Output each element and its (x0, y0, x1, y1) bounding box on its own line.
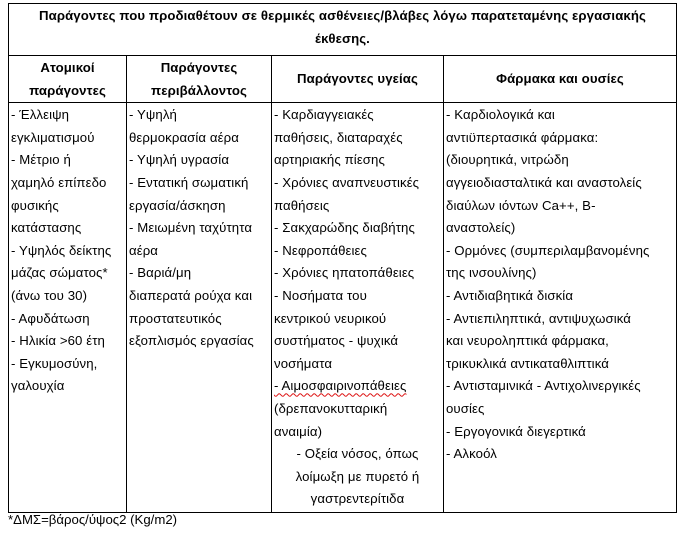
list-item: - Αλκοόλ (446, 446, 497, 462)
list-item: αγγειοδιασταλτικά και αναστολείς (446, 174, 642, 190)
table-title: Παράγοντες που προδιαθέτουν σε θερμικές ασθένειες/βλάβες λόγω παρατεταμένης εργασιακής έκθεσης. (9, 4, 677, 56)
header-row (9, 56, 677, 103)
list-item: - Ορμόνες (συμπεριλαμβανομένης (446, 242, 650, 258)
list-item: - Καρδιαγγειακές (274, 107, 374, 123)
list-item: αέρα (129, 242, 159, 258)
list-item: - Βαριά/μη (129, 265, 192, 281)
list-item: - Αφυδάτωση (11, 310, 90, 326)
list-item: κεντρικού νευρικού (274, 310, 387, 326)
header-text: Φάρμακα και ουσίες (496, 70, 624, 86)
list-item: - Υψηλή (129, 107, 177, 123)
list-item: της ινσουλίνης) (446, 265, 537, 281)
list-item: - Υψηλός δείκτης (11, 242, 112, 258)
individual-factors-cell (9, 103, 127, 513)
list-item: - Εγκυμοσύνη, (11, 355, 98, 371)
list-item: αναστολείς) (446, 220, 516, 236)
header-health-factors (272, 56, 444, 103)
list-item: χαμηλό επίπεδο (11, 174, 107, 190)
header-environmental-factors (127, 56, 272, 103)
list-item: - Χρόνιες αναπνευστικές (274, 174, 420, 190)
list-item: - Χρόνιες ηπατοπάθειες (274, 265, 415, 281)
list-item: - Αντισταμινικά - Αντιχολινεργικές (446, 378, 641, 394)
list-item: - Αιμοσφαιρινοπάθειες (274, 378, 407, 394)
list-item: - Οξεία νόσος, όπως (296, 446, 419, 462)
list-item: - Καρδιολογικά και (446, 107, 555, 123)
list-item: - Έλλειψη (11, 107, 70, 123)
header-text: Παράγοντες υγείας (297, 70, 418, 86)
header-individual-factors (9, 56, 127, 103)
list-item: γαστρεντερίτιδα (310, 491, 405, 507)
drugs-substances-cell (444, 103, 677, 513)
title-row (9, 4, 677, 56)
list-item: - Αντιεπιληπτικά, αντιψυχωσικά (446, 310, 632, 326)
list-item: συστήματος - ψυχικά (274, 333, 399, 349)
list-item: θερμοκρασία αέρα (129, 129, 239, 145)
list-item: - Εργογονικά διεγερτικά (446, 423, 586, 439)
list-item: - Σακχαρώδης διαβήτης (274, 220, 415, 236)
header-text: περιβάλλοντος (151, 82, 247, 98)
list-item: - Ηλικία >60 έτη (11, 333, 105, 349)
list-item: νοσήματα (274, 355, 333, 371)
footnote: *ΔΜΣ=βάρος/ύψος2 (Kg/m2) (8, 512, 178, 527)
environmental-factors-cell (127, 103, 272, 513)
list-item: τρικυκλικά αντικαταθλιπτικά (446, 355, 609, 371)
list-item: - Εντατική σωματική (129, 174, 249, 190)
list-item: - Υψηλή υγρασία (129, 152, 230, 168)
header-drugs-substances (444, 56, 677, 103)
list-item: (δρεπανοκυτταρική (274, 400, 388, 416)
list-item: διαύλων ιόντων Ca++, Β- (446, 197, 596, 213)
list-item: ουσίες (446, 400, 485, 416)
list-item: και νευροληπτικά φάρμακα, (446, 333, 609, 349)
list-item: μάζας σώματος* (11, 265, 108, 281)
header-text: Παράγοντες (160, 60, 238, 75)
list-item: λοίμωξη με πυρετό ή (295, 468, 420, 484)
header-text: Ατομικοί (40, 60, 95, 75)
list-item: εγκλιματισμού (11, 129, 95, 145)
list-item: - Μέτριο ή (11, 152, 71, 168)
list-item: αναιμία) (274, 423, 323, 439)
header-text: παράγοντες (29, 82, 106, 98)
risk-factors-table (8, 3, 677, 513)
list-item: - Νεφροπάθειες (274, 242, 367, 258)
list-item: - Μειωμένη ταχύτητα (129, 220, 253, 236)
health-factors-cell (272, 103, 444, 513)
list-item: - Νοσήματα του (274, 287, 367, 303)
list-item: - Αντιδιαβητικά δισκία (446, 287, 574, 303)
body-row (9, 103, 677, 513)
list-item: (διουρητικά, νιτρώδη (446, 152, 569, 168)
list-item: εργασία/άσκηση (129, 197, 226, 213)
list-item: παθήσεις (274, 197, 330, 213)
list-item: κατάστασης (11, 220, 82, 236)
list-item: γαλουχία (11, 378, 65, 394)
list-item: προστατευτικός (129, 310, 222, 326)
list-item: αντιϋπερτασικά φάρμακα: (446, 129, 599, 145)
list-item: διαπερατά ρούχα και (129, 287, 253, 303)
list-item: αρτηριακής πίεσης (274, 152, 385, 168)
list-item: παθήσεις, διαταραχές (274, 129, 403, 145)
list-item: φυσικής (11, 197, 59, 213)
list-item: (άνω του 30) (11, 287, 88, 303)
list-item: εξοπλισμός εργασίας (129, 333, 254, 349)
